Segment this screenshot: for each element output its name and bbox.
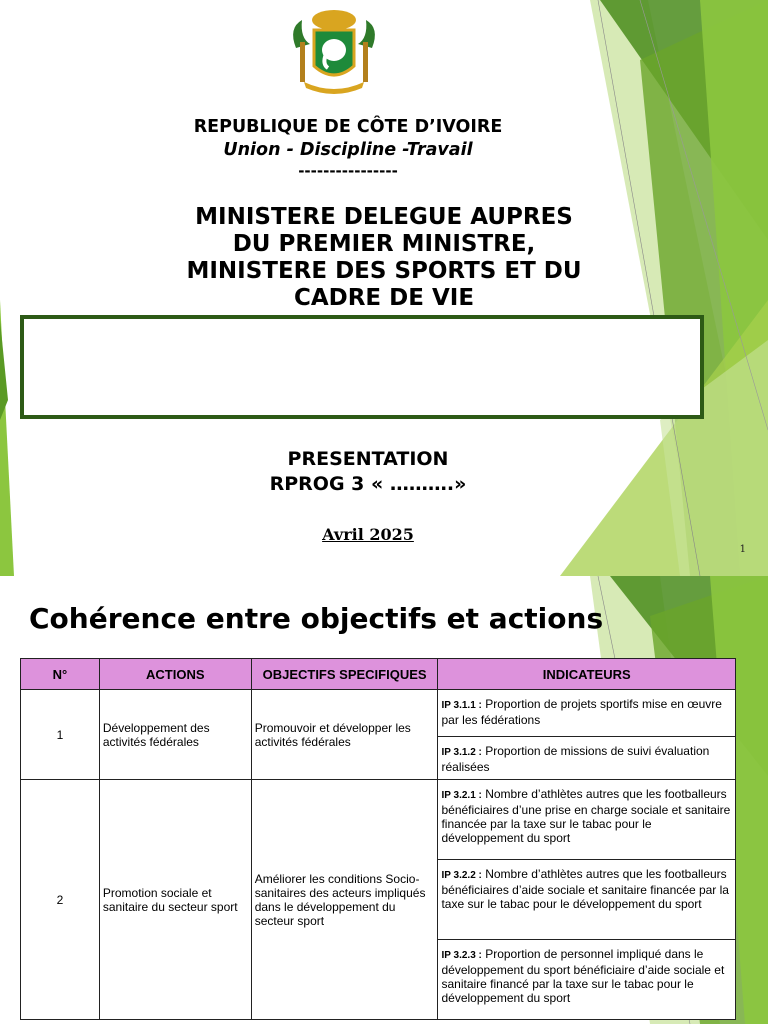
row-action: Promotion sociale et sanitaire du secteur sport	[99, 780, 251, 1020]
indicator-text: Proportion de projets sportifs mise en œuvre par les fédérations	[441, 697, 722, 727]
coat-of-arms-logo	[282, 8, 386, 98]
row-objective: Promouvoir et développer les activités fédérales	[251, 690, 438, 780]
header-number: N°	[21, 659, 100, 690]
content-slide	[0, 576, 768, 1024]
presentation-heading	[0, 447, 752, 497]
indicator-cell	[438, 940, 736, 1020]
ministry-line-2: DU PREMIER MINISTRE,	[232, 231, 536, 257]
table-row	[21, 780, 736, 860]
presentation-line-2: RPROG 3 « ……….»	[269, 473, 467, 495]
republic-name: REPUBLIQUE DE CÔTE D’IVOIRE	[193, 117, 503, 137]
indicator-code: IP 3.2.3 :	[441, 950, 482, 961]
indicator-cell	[438, 737, 736, 780]
indicator-text: Proportion de missions de suivi évaluation réalisées	[441, 744, 710, 774]
indicator-code: IP 3.1.2 :	[441, 747, 482, 758]
header-actions: ACTIONS	[99, 659, 251, 690]
indicator-code: IP 3.1.1 :	[441, 700, 482, 711]
row-action: Développement des activités fédérales	[99, 690, 251, 780]
national-motto: Union - Discipline -Travail	[223, 140, 473, 160]
table-row	[21, 690, 736, 737]
indicator-code: IP 3.2.2 :	[441, 870, 482, 881]
indicator-text: Nombre d’athlètes autres que les footballeurs bénéficiaires d’une prise en charge sociale et sanitaire financée par la taxe sur le tabac pour le développement du sport	[441, 787, 731, 845]
table-header-row	[21, 659, 736, 690]
indicator-text: Proportion de personnel impliqué dans le développement du sport bénéficiaire d’aide sociale et sanitaire financé par la taxe sur le tabac pour le développement du sport	[441, 947, 725, 1005]
ministry-title	[150, 204, 618, 312]
header-objectives: OBJECTIFS SPECIFIQUES	[251, 659, 438, 690]
header-indicators: INDICATEURS	[438, 659, 736, 690]
ministry-line-3: MINISTERE DES SPORTS ET DU	[186, 258, 582, 284]
presentation-line-1: PRESENTATION	[287, 448, 449, 470]
slide-title: Cohérence entre objectifs et actions	[29, 602, 604, 635]
indicator-text: Nombre d’athlètes autres que les footballeurs bénéficiaires d’aide sociale et sanitaire financée par la taxe sur le tabac pour le développement du sport	[441, 867, 729, 911]
ministry-line-1: MINISTERE DELEGUE AUPRES	[195, 204, 573, 230]
row-objective: Améliorer les conditions Socio-sanitaires des acteurs impliqués dans le développement du secteur sport	[251, 780, 438, 1020]
row-number: 2	[21, 780, 100, 1020]
indicator-cell	[438, 860, 736, 940]
indicator-cell	[438, 690, 736, 737]
indicator-cell	[438, 780, 736, 860]
slide-number: 1	[739, 544, 746, 555]
row-number: 1	[21, 690, 100, 780]
indicator-code: IP 3.2.1 :	[441, 790, 482, 801]
objectives-table	[20, 658, 736, 1020]
presentation-date: Avril 2025	[322, 525, 414, 544]
ministry-line-4: CADRE DE VIE	[293, 285, 475, 311]
empty-title-box	[20, 315, 704, 419]
separator-line: ----------------	[298, 162, 398, 180]
